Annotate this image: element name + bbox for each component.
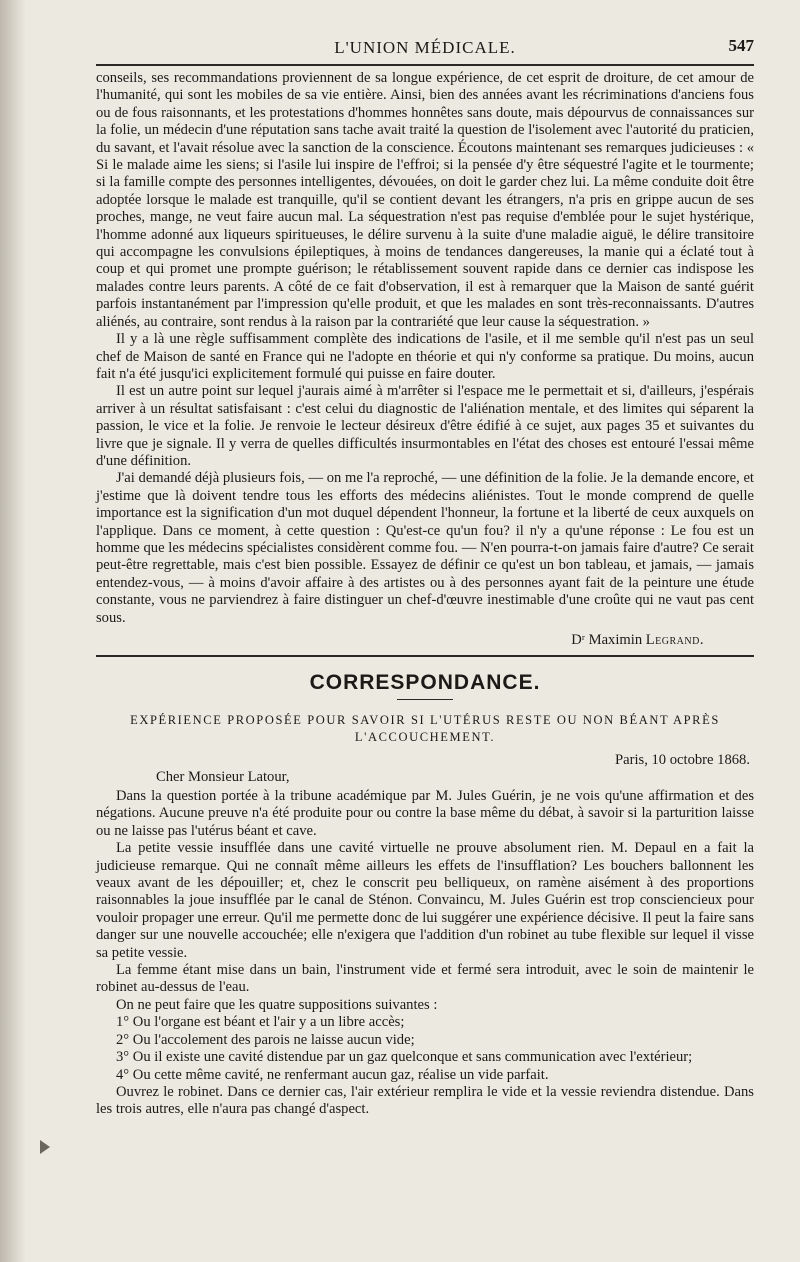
section-divider — [96, 655, 754, 657]
heading-underline — [397, 699, 453, 700]
list-item: 3° Ou il existe une cavité distendue par un gaz quelconque et sans communication avec l'extérieur; — [116, 1049, 693, 1066]
body-paragraph: Il est un autre point sur lequel j'aurais aimé à m'arrêter si l'espace me le permettait et si, d'ailleurs, j'espérais arriver à un résultat satisfaisant : c'est celui du diagnostic de l'aliénation mentale, et des limites qui séparent la passion, le vice et la folie. Je renvoie le lecteur désireux d'être édifié à ce sujet, aux pages 35 et suivantes du livre que je signale. Il y verra de quelles difficultés insurmontables en l'état des choses est entouré l'essai même d'une définition. — [96, 383, 754, 469]
author-signature — [96, 631, 754, 649]
margin-arrow-mark — [40, 1140, 50, 1154]
journal-title: L'UNION MÉDICALE. — [334, 38, 516, 57]
letter-paragraph: On ne peut faire que les quatre suppositions suivantes : — [116, 996, 438, 1013]
letter-dateline: Paris, 10 octobre 1868. — [615, 752, 750, 768]
list-item: 1° Ou l'organe est béant et l'air y a un libre accès; — [116, 1014, 405, 1031]
letter-paragraph: La femme étant mise dans un bain, l'instrument vide et fermé sera introduit, avec le soin de maintenir le robinet au-dessus de l'eau. — [96, 962, 754, 996]
letter-paragraph: Dans la question portée à la tribune académique par M. Jules Guérin, je ne vois qu'une affirmation et des négations. Aucune preuve n'a été produite pour ou contre la base même du débat, à savoir si la parturition laisse ou ne laisse pas l'utérus béant et cave. — [96, 788, 754, 839]
body-paragraph: J'ai demandé déjà plusieurs fois, — on me l'a reproché, — une définition de la folie. Je la demande encore, et j'estime que là doivent tendre tous les efforts des médecins aliénistes. Tout le monde comprend de quelle importance est la signification d'un mot duquel dépendent l'honneur, la fortune et la liberté de ceux auxquels on l'applique. Dans ce moment, à cette question : Qu'est-ce qu'un fou? il n'y a qu'une réponse : Le fou est un homme que les médecins spécialistes considèrent comme fou. — N'en pourra-t-on jamais faire d'autre? Ce serait peut-être regrettable, mais c'est bien possible. Essayez de définir ce qu'est un bon tableau, et jamais, — jamais entendez-vous, — à moins d'avoir affaire à des artistes ou à des personnes ayant fait de la peinture une étude constante, vous ne parviendrez à faire distinguer un chef-d'œuvre inestimable d'une croûte qui ne vaut pas cent sous. — [96, 470, 754, 626]
body-paragraph: conseils, ses recommandations proviennent de sa longue expérience, de cet esprit de droiture, de cet amour de l'humanité, qui sont les mobiles de sa vie entière. Ainsi, bien des années avant les récriminations d'anciens fous ou de fous raisonnants, et les protestations d'hommes honnêtes sans doute, mais dépourvus de connaissances sur la folie, un médecin d'une réputation sans tache avait traité la question de l'isolement avec l'autorité du praticien, du savant, et l'avait résolue avec la sanction de la conscience. Écoutons maintenant ses remarques judicieuses : « Si le malade aime les siens; si l'asile lui inspire de l'effroi; si la pensée d'y être séquestré l'agite et le tourmente; si la famille compte des personnes intelligentes, dévouées, on doit le garder chez lui. La même conduite doit être adoptée lorsque le malade est tranquille, qu'il se contient devant les étrangers, n'a pris en grippe aucun de ses proches, mange, ne veut faire aucun mal. La séquestration n'est pas requise d'emblée pour le sujet hystérique, l'homme adonné aux liqueurs spiritueuses, le délire survenu à la suite d'une maladie aiguë, le délire transitoire qui accompagne les convulsions épileptiques, à moins de tendances dangereuses, la manie qui a éclaté tout à coup et qui promet une prompte guérison; le rétablissement souvent rapide dans ce dernier cas indispose les malades contre leurs parents. A côté de ce fait d'observation, il est à remarquer que la Maison de santé guérit parfois instantanément par l'impression qu'elle produit, et que les malades en sont très-reconnaissants. D'autres aliénés, au contraire, sont rendus à la raison par la contrariété que leur cause la séquestration. » — [96, 70, 754, 330]
section-heading: CORRESPONDANCE. — [309, 671, 541, 694]
letter-salutation: Cher Monsieur Latour, — [156, 769, 290, 785]
page-gutter-shadow — [0, 0, 26, 1262]
signature-prefix: Dʳ Maximin — [571, 632, 646, 648]
running-head — [96, 34, 754, 66]
page-number: 547 — [728, 36, 754, 55]
supposition-list — [96, 1014, 754, 1084]
letter-closing: Ouvrez le robinet. Dans ce dernier cas, l'air extérieur remplira le vide et la vessie reviendra distendue. Dans les trois autres, elle n'aura pas changé d'aspect. — [96, 1083, 754, 1118]
article-title: EXPÉRIENCE PROPOSÉE POUR SAVOIR SI L'UTÉRUS RESTE OU NON BÉANT APRÈS L'ACCOUCHEMENT. — [130, 713, 720, 744]
signature-surname: Legrand. — [645, 632, 704, 648]
letter-paragraph: La petite vessie insufflée dans une cavité virtuelle ne prouve absolument rien. M. Depaul en a fait la judicieuse remarque. Qui ne connaît même ailleurs les effets de l'insufflation? Les bouchers ballonnent les veaux avant de les dépouiller; et, chez le conscrit peu belliqueux, on ramène aisément à des proportions raisonnables la joue insufflée par le canal de Sténon. Convaincu, M. Jules Guérin est trop consciencieux pour vouloir propager une erreur. Qu'il me permette donc de lui suggérer une expérience décisive. Il peut la faire sans danger sur une nouvelle accouchée; elle n'exigera que l'addition d'un robinet au tube flexible sur lequel il visse sa petite vessie. — [96, 840, 754, 961]
list-item: 4° Ou cette même cavité, ne renfermant aucun gaz, réalise un vide parfait. — [116, 1066, 549, 1083]
list-item: 2° Ou l'accolement des parois ne laisse aucun vide; — [116, 1031, 415, 1048]
body-paragraph: Il y a là une règle suffisamment complète des indications de l'asile, et il me semble qu'il n'est pas un seul chef de Maison de santé en France qui ne l'adopte en théorie et qui n'y conforme sa pratique. Du moins, aucun fait n'a été jusqu'ici explicitement formulé qui puisse en faire douter. — [96, 331, 754, 382]
